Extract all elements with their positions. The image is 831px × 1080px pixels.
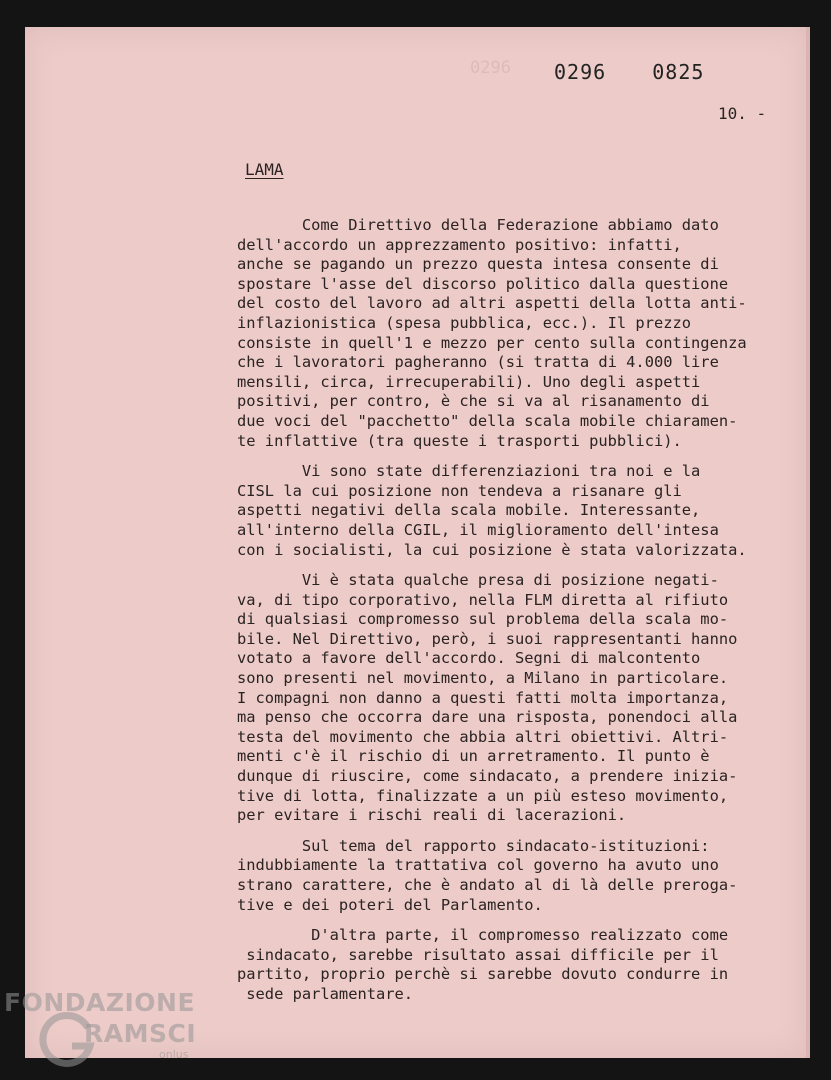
text-line: indubbiamente la trattativa col governo ha avuto uno <box>237 856 719 875</box>
text-line: tive di lotta, finalizzate a un più esteso movimento, <box>237 786 729 805</box>
text-line: mensili, circa, irrecuperabili). Uno degli aspetti <box>237 372 701 391</box>
text-line: votato a favore dell'accordo. Segni di malcontento <box>237 649 701 668</box>
text-line: CISL la cui posizione non tendeva a risanare gli <box>237 481 682 500</box>
text-line: Vi sono state differenziazioni tra noi e la <box>237 462 701 481</box>
text-line: dell'accordo un apprezzamento positivo: infatti, <box>237 235 682 254</box>
archive-number: 0296 0825 <box>554 60 705 84</box>
text-line: Sul tema del rapporto sindacato-istituzioni: <box>237 836 710 855</box>
text-line: va, di tipo corporativo, nella FLM diretta al rifiuto <box>237 590 729 609</box>
text-line: strano carattere, che è andato al di là delle preroga- <box>237 876 738 894</box>
watermark-onlus: onlus <box>159 1048 189 1061</box>
text-line: del costo del lavoro ad altri aspetti della lotta anti- <box>237 294 747 313</box>
fondazione-gramsci-watermark <box>4 988 214 1078</box>
paragraph <box>237 837 797 915</box>
text-line: sede parlamentare. <box>237 984 414 1003</box>
text-line: aspetti negativi della scala mobile. Interessante, <box>237 501 701 520</box>
text-line: Come Direttivo della Federazione abbiamo dato <box>237 216 719 234</box>
watermark-line1: FONDAZIONE <box>4 988 196 1017</box>
text-line: inflazionistica (spesa pubblica, ecc.). Il prezzo <box>237 313 692 332</box>
text-line: bile. Nel Direttivo, però, i suoi rappresentanti hanno <box>237 629 738 648</box>
text-line: anche se pagando un prezzo questa intesa consente di <box>237 255 719 274</box>
page-number: 10. - <box>718 104 767 123</box>
paragraph <box>237 216 797 451</box>
text-line: spostare l'asse del discorso politico dalla questione <box>237 274 729 293</box>
text-line: consiste in quell'1 e mezzo per cento sulla contingenza <box>237 333 747 352</box>
text-line: tive e dei poteri del Parlamento. <box>237 895 543 914</box>
bleed-through-number: 0296 <box>470 58 511 78</box>
text-line: dunque di riuscire, come sindacato, a prendere inizia- <box>237 767 738 786</box>
text-line: D'altra parte, il compromesso realizzato come <box>237 926 729 945</box>
paragraph <box>237 462 797 560</box>
speaker-heading: LAMA <box>245 160 284 179</box>
text-line: all'interno della CGIL, il miglioramento dell'intesa <box>237 520 719 539</box>
text-line: di qualsiasi compromesso sul problema della scala mo- <box>237 610 729 629</box>
page-edge <box>806 27 810 1058</box>
document-body <box>237 216 797 1016</box>
text-line: che i lavoratori pagheranno (si tratta di 4.000 lire <box>237 353 719 372</box>
text-line: con i socialisti, la cui posizione è stata valorizzata. <box>237 540 747 559</box>
text-line: due voci del "pacchetto" della scala mobile chiaramen- <box>237 411 738 430</box>
paragraph <box>237 571 797 826</box>
paragraph <box>237 926 797 1004</box>
text-line: testa del movimento che abbia altri obiettivi. Altri- <box>237 727 729 746</box>
text-line: I compagni non danno a questi fatti molta importanza, <box>237 688 729 707</box>
text-line: positivi, per contro, è che si va al risanamento di <box>237 392 710 411</box>
text-line: sindacato, sarebbe risultato assai difficile per il <box>237 945 719 964</box>
text-line: ma penso che occorra dare una risposta, ponendoci alla <box>237 708 738 727</box>
text-line: partito, proprio perchè si sarebbe dovuto condurre in <box>237 965 729 984</box>
text-line: per evitare i rischi reali di lacerazioni. <box>237 806 627 825</box>
text-line: Vi è stata qualche presa di posizione negati- <box>237 571 719 590</box>
text-line: menti c'è il rischio di un arretramento. Il punto è <box>237 747 710 766</box>
text-line: sono presenti nel movimento, a Milano in particolare. <box>237 669 729 688</box>
text-line: te inflattive (tra queste i trasporti pubblici). <box>237 431 682 450</box>
watermark-line2: RAMSCI <box>84 1019 197 1048</box>
